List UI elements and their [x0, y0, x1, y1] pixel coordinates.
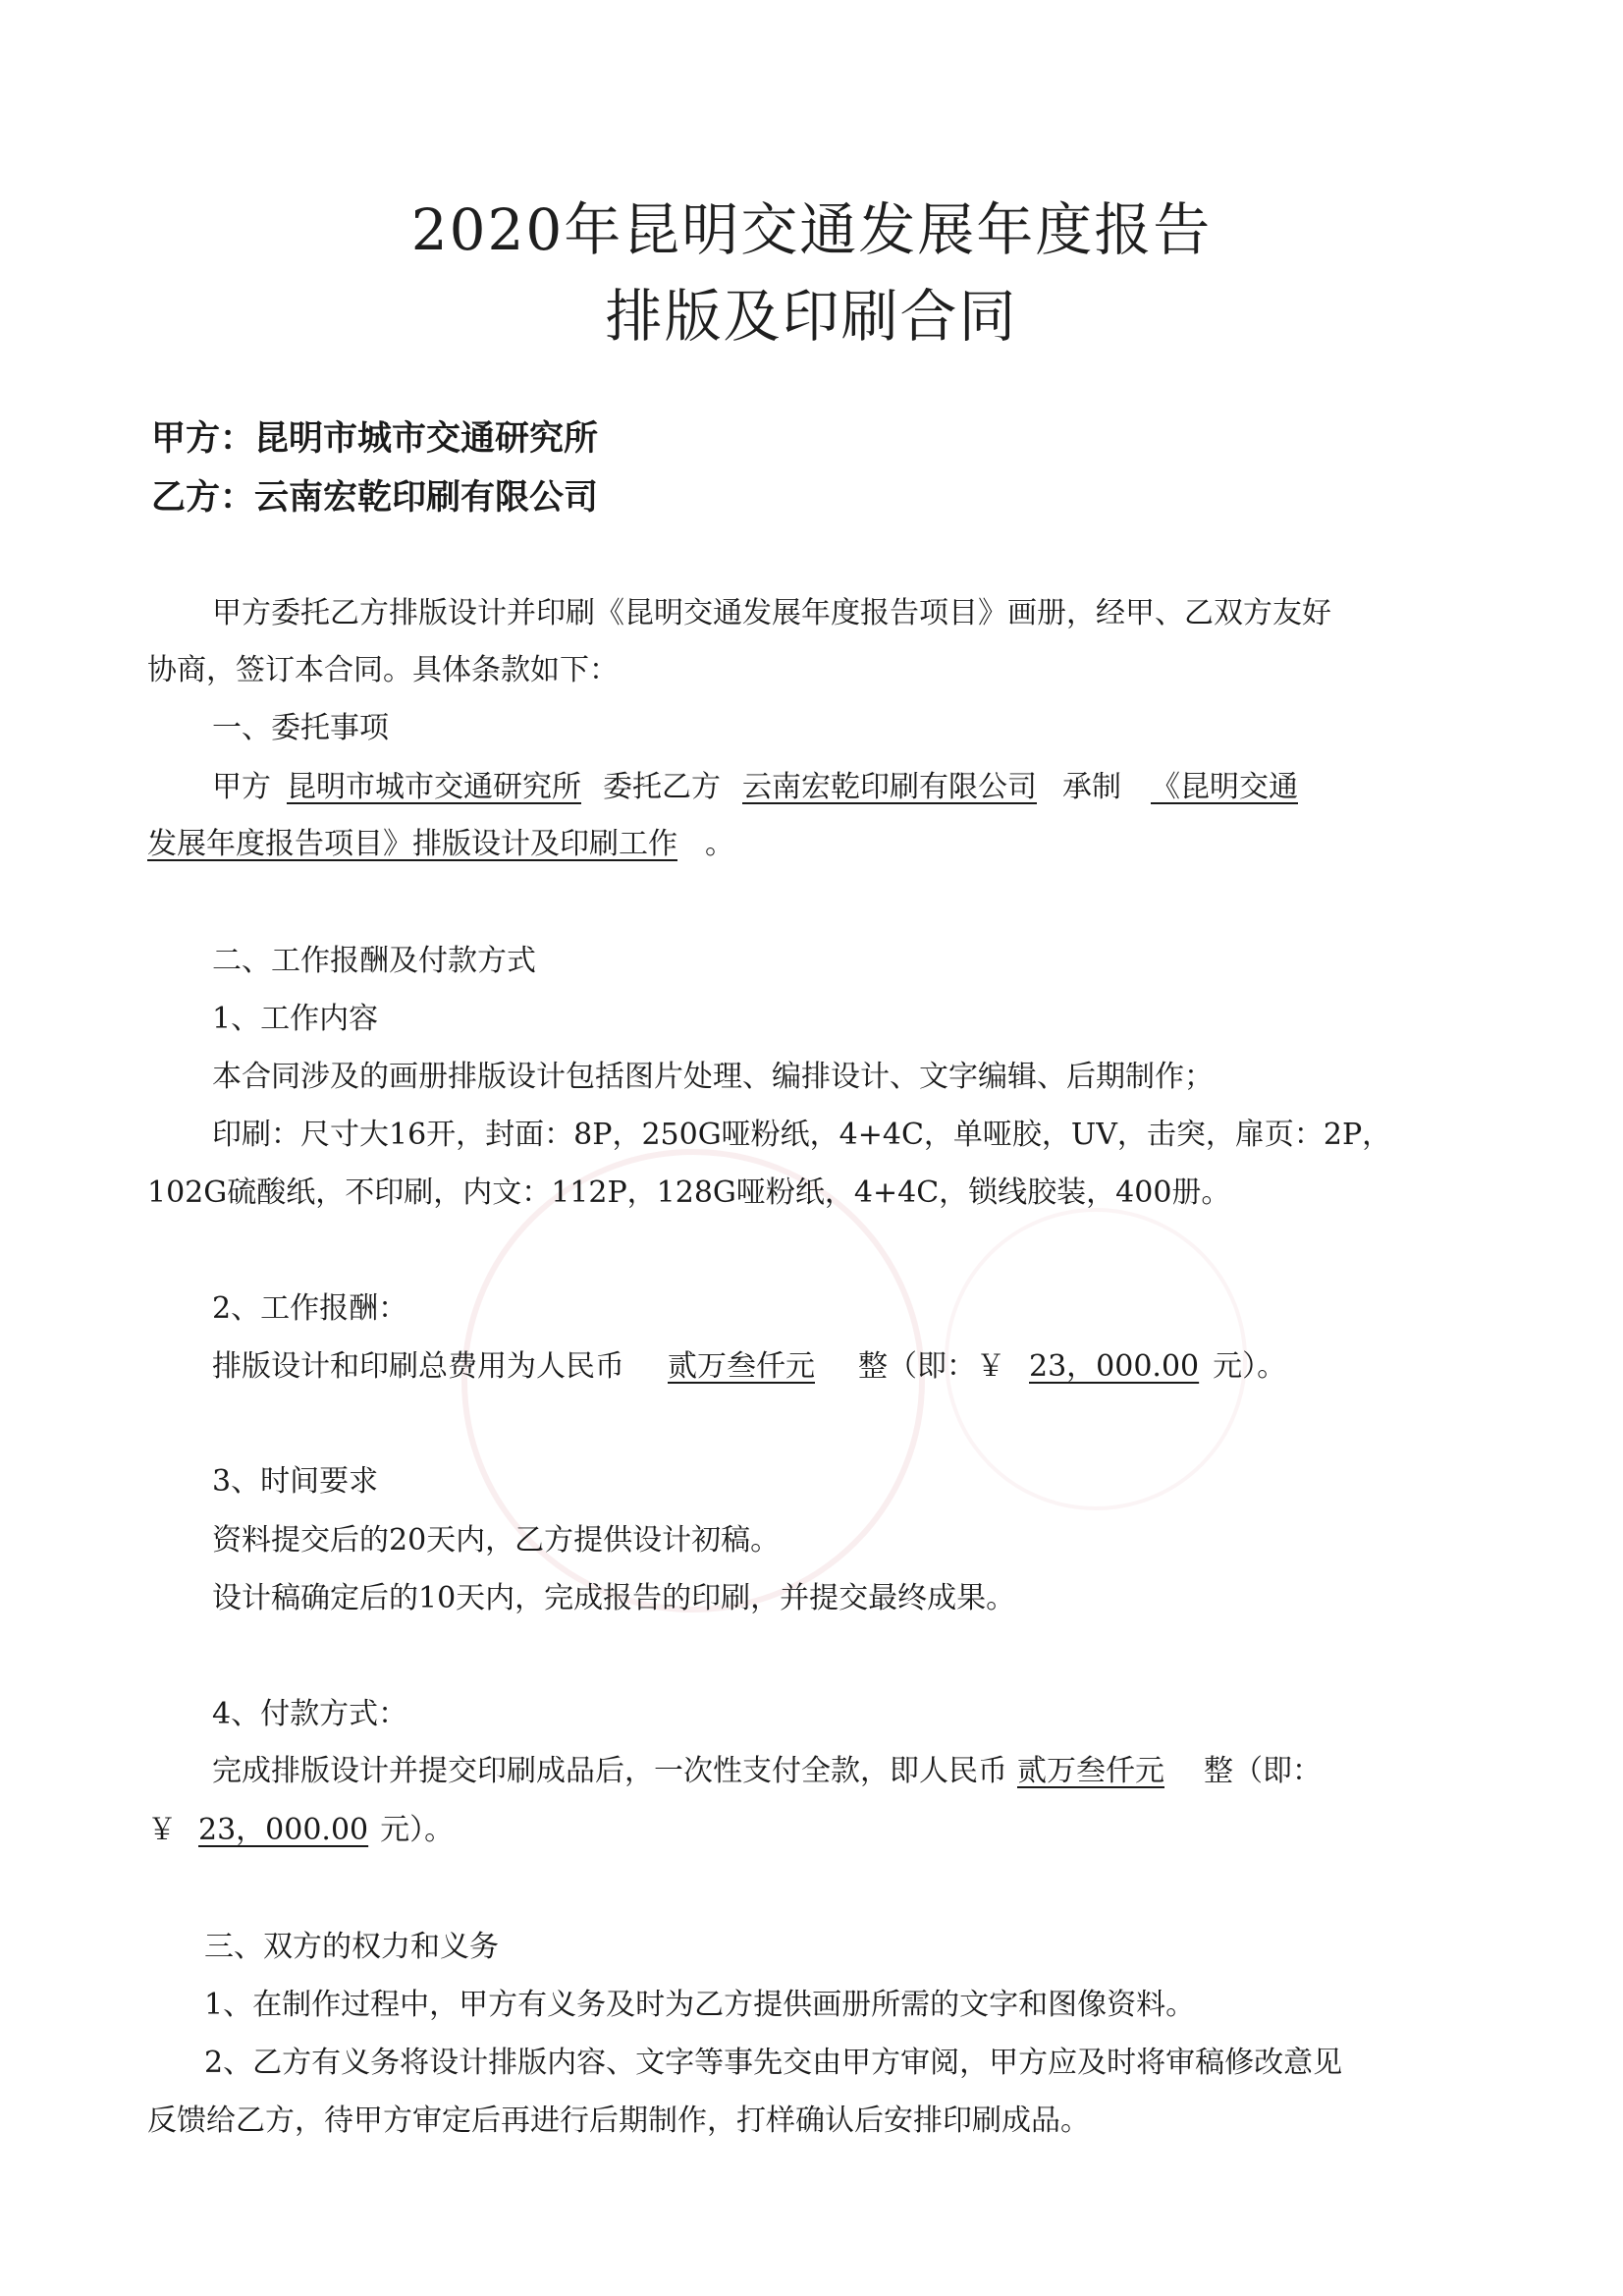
fee-amount-number: 23，000.00 [1029, 1349, 1200, 1384]
section3-item2-line1: 2、乙方有义务将设计排版内容、文字等事先交由甲方审阅，甲方应及时将审稿修改意见 [204, 2046, 1343, 2080]
section2-2-heading: 2、工作报酬： [212, 1291, 408, 1326]
party-a: 甲方：昆明市城市交通研究所 [151, 419, 599, 459]
intro-line-2: 协商，签订本合同。具体条款如下： [147, 653, 619, 687]
fee-amount-chinese: 贰万叁仟元 [668, 1349, 815, 1384]
section1-text-a: 甲方 [212, 770, 271, 804]
section2-1-heading: 1、工作内容 [212, 1002, 379, 1036]
section3-item2-line2: 反馈给乙方，待甲方审定后再进行后期制作，打样确认后安排印刷成品。 [147, 2104, 1090, 2138]
section1-heading: 一、委托事项 [212, 711, 389, 745]
section2-3-line2: 设计稿确定后的10天内，完成报告的印刷，并提交最终成果。 [212, 1581, 1016, 1615]
section3-item1: 1、在制作过程中，甲方有义务及时为乙方提供画册所需的文字和图像资料。 [204, 1988, 1196, 2022]
section2-4-line1: 完成排版设计并提交印刷成品后，一次性支付全款，即人民币 贰万叁仟元 整（即： [212, 1754, 1322, 1788]
section2-4-heading: 4、付款方式： [212, 1697, 408, 1731]
section2-4-line2: ￥ 23，000.00 元）。 [147, 1813, 455, 1847]
document-title-line1: 2020年昆明交通发展年度报告 [410, 196, 1213, 263]
document-title-line2: 排版及印刷合同 [605, 283, 1018, 350]
section2-3-line1: 资料提交后的20天内，乙方提供设计初稿。 [212, 1523, 781, 1558]
section2-2-line1: 排版设计和印刷总费用为人民币 贰万叁仟元 整（即：￥ 23，000.00 元）。 [212, 1349, 1287, 1384]
client-name-underlined: 昆明市城市交通研究所 [287, 770, 581, 804]
section2-heading: 二、工作报酬及付款方式 [212, 944, 536, 978]
payment-amount-number: 23，000.00 [198, 1813, 369, 1847]
section1-text-c: 承制 [1062, 770, 1121, 804]
section2-1-line3: 102G硫酸纸，不印刷，内文：112P，128G哑粉纸，4+4C，锁线胶装，400册。 [147, 1175, 1231, 1210]
section1-text-b: 委托乙方 [603, 770, 721, 804]
section2-1-line1: 本合同涉及的画册排版设计包括图片处理、编排设计、文字编辑、后期制作； [212, 1060, 1214, 1094]
vendor-name-underlined: 云南宏乾印刷有限公司 [742, 770, 1037, 804]
project-name-underlined-2: 发展年度报告项目》排版设计及印刷工作 [147, 827, 677, 861]
section2-3-heading: 3、时间要求 [212, 1464, 379, 1499]
project-name-underlined-1: 《昆明交通 [1151, 770, 1298, 804]
payment-amount-chinese: 贰万叁仟元 [1017, 1754, 1164, 1788]
party-b: 乙方：云南宏乾印刷有限公司 [151, 478, 599, 518]
section1-paragraph-line2: 发展年度报告项目》排版设计及印刷工作 。 [147, 827, 734, 861]
intro-line-1: 甲方委托乙方排版设计并印刷《昆明交通发展年度报告项目》画册，经甲、乙双方友好 [212, 596, 1331, 630]
section1-paragraph-line1 [212, 770, 1298, 804]
section3-heading: 三、双方的权力和义务 [204, 1930, 499, 1964]
section2-1-line2: 印刷：尺寸大16开，封面：8P，250G哑粉纸，4+4C，单哑胶，UV，击突，扉页：2P， [212, 1118, 1392, 1152]
